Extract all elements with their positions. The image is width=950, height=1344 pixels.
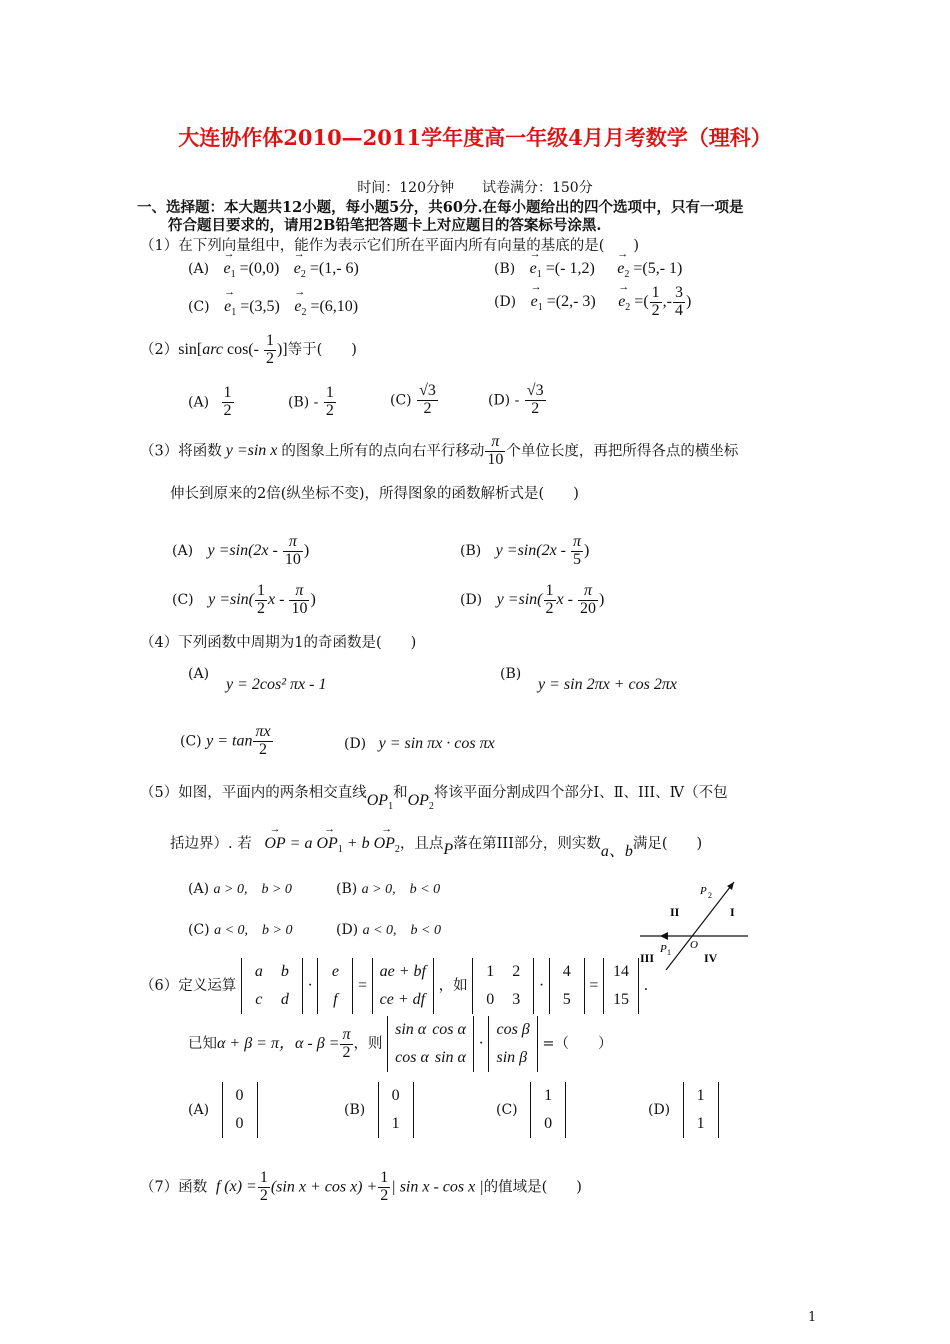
question-6-condition: 已知α + β = π，α - β = $\frac{\pi}{2}$ ，则 sin α cos α cos α sin α · cos β sin β =（ ） [188,1016,613,1072]
fraction: $\frac{1}{2}$ [223,384,232,419]
region-iv-label: IV [704,951,718,965]
q6-option-d[interactable]: (D) 1 1 [648,1082,719,1138]
fraction: $\frac{1}{2}$ [651,284,660,319]
q4-option-a-expr: y = 2cos² πx - 1 [226,676,327,693]
q2-option-a[interactable]: (A) $\frac{1}{2}$ [188,384,232,419]
matrix-beta: cos β sin β [488,1016,537,1072]
fraction: $\frac{\pi}{5}$ [573,533,582,568]
p2-subscript: 2 [708,891,712,900]
fraction: $\frac{\pi}{10}$ [284,533,301,568]
q4-option-b-expr: y = sin 2πx + cos 2πx [538,676,677,693]
q1-option-d[interactable]: $(D) \to e_1 =(2,-$ $3) \to e_2$ =( $\frac{1}{2}$ ,- $\frac{3}{4}$ ) [494,285,691,320]
fraction: $\frac{1}{2}$ [325,384,334,419]
intersecting-lines-figure [636,876,752,970]
matrix-option-b: 0 1 [378,1082,414,1138]
page-title: 大连协作体2010—2011学年度高一年级4月月考数学（理科） [178,125,772,150]
question-3-stem-line2: 伸长到原来的2倍(纵坐标不变)，所得图象的函数解析式是( ) [170,486,579,502]
matrix-example-b: 4 5 [549,958,585,1014]
q2-option-d[interactable]: (D) - $\frac{√3}{2}$ [488,382,544,417]
q3-option-c[interactable]: (C) y =sin( $\frac{1}{2}$ x - $\frac{\pi}{10}$ ) [172,582,316,617]
matrix-option-d: 1 1 [683,1082,719,1138]
q3-option-b[interactable]: (B) y =sin(2x - $\frac{\pi}{5}$ ) [460,533,590,568]
q1-option-c[interactable]: $(C) \to e_1 =(3,5) \to e_2 =(6,10)$ [188,298,358,318]
q4-option-d[interactable]: (D) y = sin πx · cos πx [344,735,495,752]
q4-option-c[interactable]: (C) y = tan $\frac{\pi x}{2}$ [180,723,271,758]
p2-label: P [700,885,707,897]
matrix-option-c: 1 0 [530,1082,566,1138]
q2-option-c[interactable]: (C) $\frac{√3}{2}$ [390,382,436,417]
q4-option-b[interactable]: (B) [500,666,522,682]
q3-option-a[interactable]: (A) y =sin(2x - $\frac{\pi}{10}$ ) [172,533,310,568]
q5-option-c[interactable]: (C) a < 0, b > 0 [188,922,293,938]
q2-option-b[interactable]: (B) - $\frac{1}{2}$ [288,384,334,419]
fraction: $\frac{√3}{2}$ [526,382,544,417]
fraction: $\frac{1}{2}$ [257,582,265,617]
question-5-stem-line2: 括边界）. 若 → OP = $a \to OP_1 + b \to OP_2$，且点P落在第III部分，则实数a、b满足( ) [170,832,702,861]
fraction: $\frac{1}{2}$ [265,332,274,367]
question-6-stem: （6）定义运算 a b c d · e f = ae + bf ce + df ，如 1 2 0 3 · 4 5 = 14 15 . [140,958,648,1014]
question-5-stem: （5）如图，平面内的两条相交直线$OP_1$和$OP_2$将该平面分割成四个部分Ⅰ、Ⅱ、III、Ⅳ（不包 [140,785,728,813]
q1-option-b[interactable]: $(B) \to e_1$ =(- $1,2) \to e_2 =(5,-$ 1) [494,260,682,280]
question-4-stem: （4）下列函数中周期为1的奇函数是( ) [140,635,417,651]
matrix-example-result: 14 15 [603,958,639,1014]
fraction: $\frac{1}{2}$ [545,582,554,617]
q6-option-b[interactable]: (B) 0 1 [344,1082,414,1138]
matrix-option-a: 0 0 [222,1082,258,1138]
fraction: $\frac{1}{2}$ [380,1169,389,1204]
matrix-ef: e f [317,958,353,1014]
region-i-label: I [730,905,735,919]
fraction: $\frac{1}{2}$ [259,1169,268,1204]
section-instruction-line2: 符合题目要求的，请用2B铅笔把答题卡上对应题目的答案标号涂黑. [168,217,602,234]
fraction: $\frac{\pi x}{2}$ [255,723,271,758]
q4-option-a[interactable]: (A) [188,666,210,682]
exam-info: 时间：120分钟 试卷满分：150分 [357,180,593,196]
p1-label: P [660,943,667,955]
matrix-trig: sin α cos α cos α sin α [387,1016,474,1072]
matrix-result: ae + bf ce + df [372,958,434,1014]
fraction: $\frac{\pi}{10}$ [291,582,308,617]
page-number: 1 [808,1310,817,1325]
question-2-stem: （2）sin[arc cos(- $\frac{1}{2}$ )]等于( ) [140,332,357,367]
q5-option-d[interactable]: (D) a < 0, b < 0 [336,922,442,938]
fraction: $\frac{3}{4}$ [674,284,683,319]
origin-label: O [690,939,698,951]
q5-option-b[interactable]: (B) a > 0, b < 0 [336,881,441,897]
matrix-example-a: 1 2 0 3 [472,958,534,1014]
question-3-stem: （3）将函数 y =sin x 的图象上所有的点向右平行移动 $\frac{\pi}{10}$ 个单位长度，再把所得各点的横坐标 [140,433,739,468]
region-iii-label: III [640,951,655,965]
section-instruction-line1: 一、选择题：本大题共12小题，每小题5分，共60分.在每小题给出的四个选项中，只有一项是 [137,199,744,216]
q3-option-d[interactable]: (D) y =sin( $\frac{1}{2}$ x - $\frac{\pi}{20}$ ) [460,582,605,617]
question-1-stem: （1）在下列向量组中，能作为表示它们所在平面内所有向量的基底的是( ) [140,238,640,254]
q6-option-c[interactable]: (C) 1 0 [496,1082,566,1138]
q5-option-a[interactable]: (A) a > 0, b > 0 [188,881,292,897]
region-ii-label: II [670,905,680,919]
matrix-abcd: a b c d [241,958,303,1014]
fraction: $\frac{\pi}{20}$ [579,582,596,617]
fraction: $\frac{\pi}{10}$ [487,433,504,468]
fraction: $\frac{\pi}{2}$ [342,1025,351,1061]
q6-option-a[interactable]: (A) 0 0 [188,1082,258,1138]
q1-option-a[interactable]: $(A) \to e_1 =(0,0) \to e_2 =(1,-$ 6) [188,260,359,280]
arrow-p1-icon [660,932,668,940]
p1-subscript: 1 [667,948,671,957]
question-7-stem: （7）函数 f (x) = $\frac{1}{2}$ (sin x + cos x) + $\frac{1}{2}$ | sin x - cos x |的值域是( ) [140,1169,582,1204]
fraction: $\frac{√3}{2}$ [419,382,436,417]
